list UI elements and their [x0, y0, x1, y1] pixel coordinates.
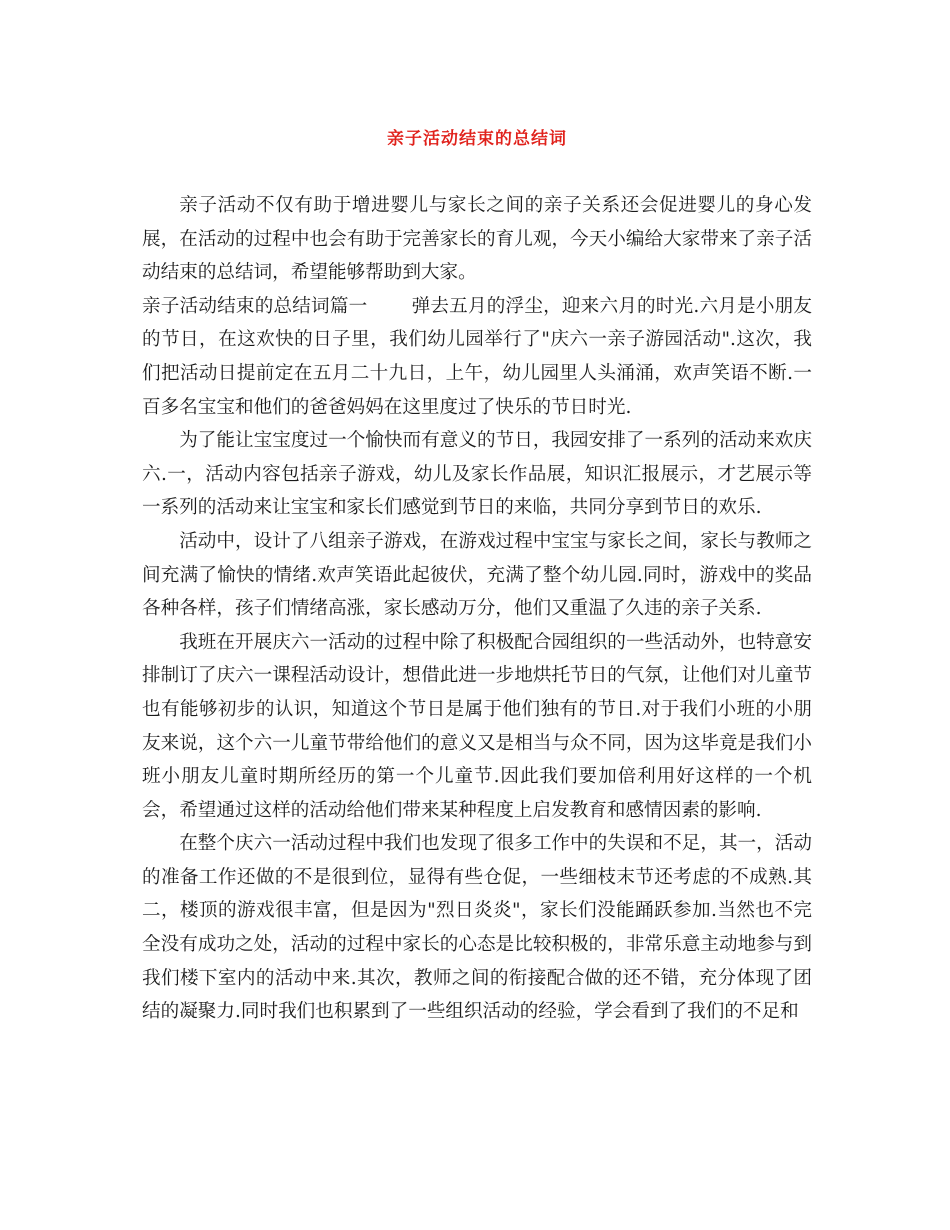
section-paragraph — [142, 290, 812, 424]
section-heading: 亲子活动结束的总结词篇一 — [142, 295, 368, 317]
section-first-text: 弹去五月的浮尘，迎来六月的时光.六月是小朋友的节日，在这欢快的日子里，我们幼儿园举行了"庆六一亲子游园活动".这次，我们把活动日提前定在五月二十九日，上午，幼儿园里人头涌涌，欢声笑语不断.一百多名宝宝和他们的爸爸妈妈在这里度过了快乐的节日时光. — [142, 295, 812, 418]
intro-paragraph: 亲子活动不仅有助于增进婴儿与家长之间的亲子关系还会促进婴儿的身心发展，在活动的过程中也会有助于完善家长的育儿观，今天小编给大家带来了亲子活动结束的总结词，希望能够帮助到大家。 — [142, 195, 812, 284]
document-body — [142, 189, 812, 1029]
body-paragraph: 在整个庆六一活动过程中我们也发现了很多工作中的失误和不足，其一，活动的准备工作还做的不是很到位，显得有些仓促，一些细枝末节还考虑的不成熟.其二，楼顶的游戏很丰富，但是因为"烈日炎炎"，家长们没能踊跃参加.当然也不完全没有成功之处，活动的过程中家长的心态是比较积极的，非常乐意主动地参与到我们楼下室内的活动中来.其次，教师之间的衔接配合做的还不错，充分体现了团结的凝聚力.同时我们也积累到了一些组织活动的经验，学会看到了我们的不足和 — [142, 833, 812, 1023]
body-paragraph: 活动中，设计了八组亲子游戏，在游戏过程中宝宝与家长之间，家长与教师之间充满了愉快的情绪.欢声笑语此起彼伏，充满了整个幼儿园.同时，游戏中的奖品各种各样，孩子们情绪高涨，家长感动万分，他们又重温了久违的亲子关系. — [142, 530, 812, 620]
document-title: 亲子活动结束的总结词 — [387, 129, 567, 149]
body-paragraph: 我班在开展庆六一活动的过程中除了积极配合园组织的一些活动外，也特意安排制订了庆六一课程活动设计，想借此进一步地烘托节日的气氛，让他们对儿童节也有能够初步的认识，知道这个节日是属于他们独有的节日.对于我们小班的小朋友来说，这个六一儿童节带给他们的意义又是相当与众不同，因为这毕竟是我们小班小朋友儿童时期所经历的第一个儿童节.因此我们要加倍利用好这样的一个机会，希望通过这样的活动给他们带来某种程度上启发教育和感情因素的影响. — [142, 631, 812, 821]
body-paragraph: 为了能让宝宝度过一个愉快而有意义的节日，我园安排了一系列的活动来欢庆六.一，活动内容包括亲子游戏，幼儿及家长作品展，知识汇报展示，才艺展示等一系列的活动来让宝宝和家长们感觉到节日的来临，共同分享到节日的欢乐. — [142, 430, 812, 519]
